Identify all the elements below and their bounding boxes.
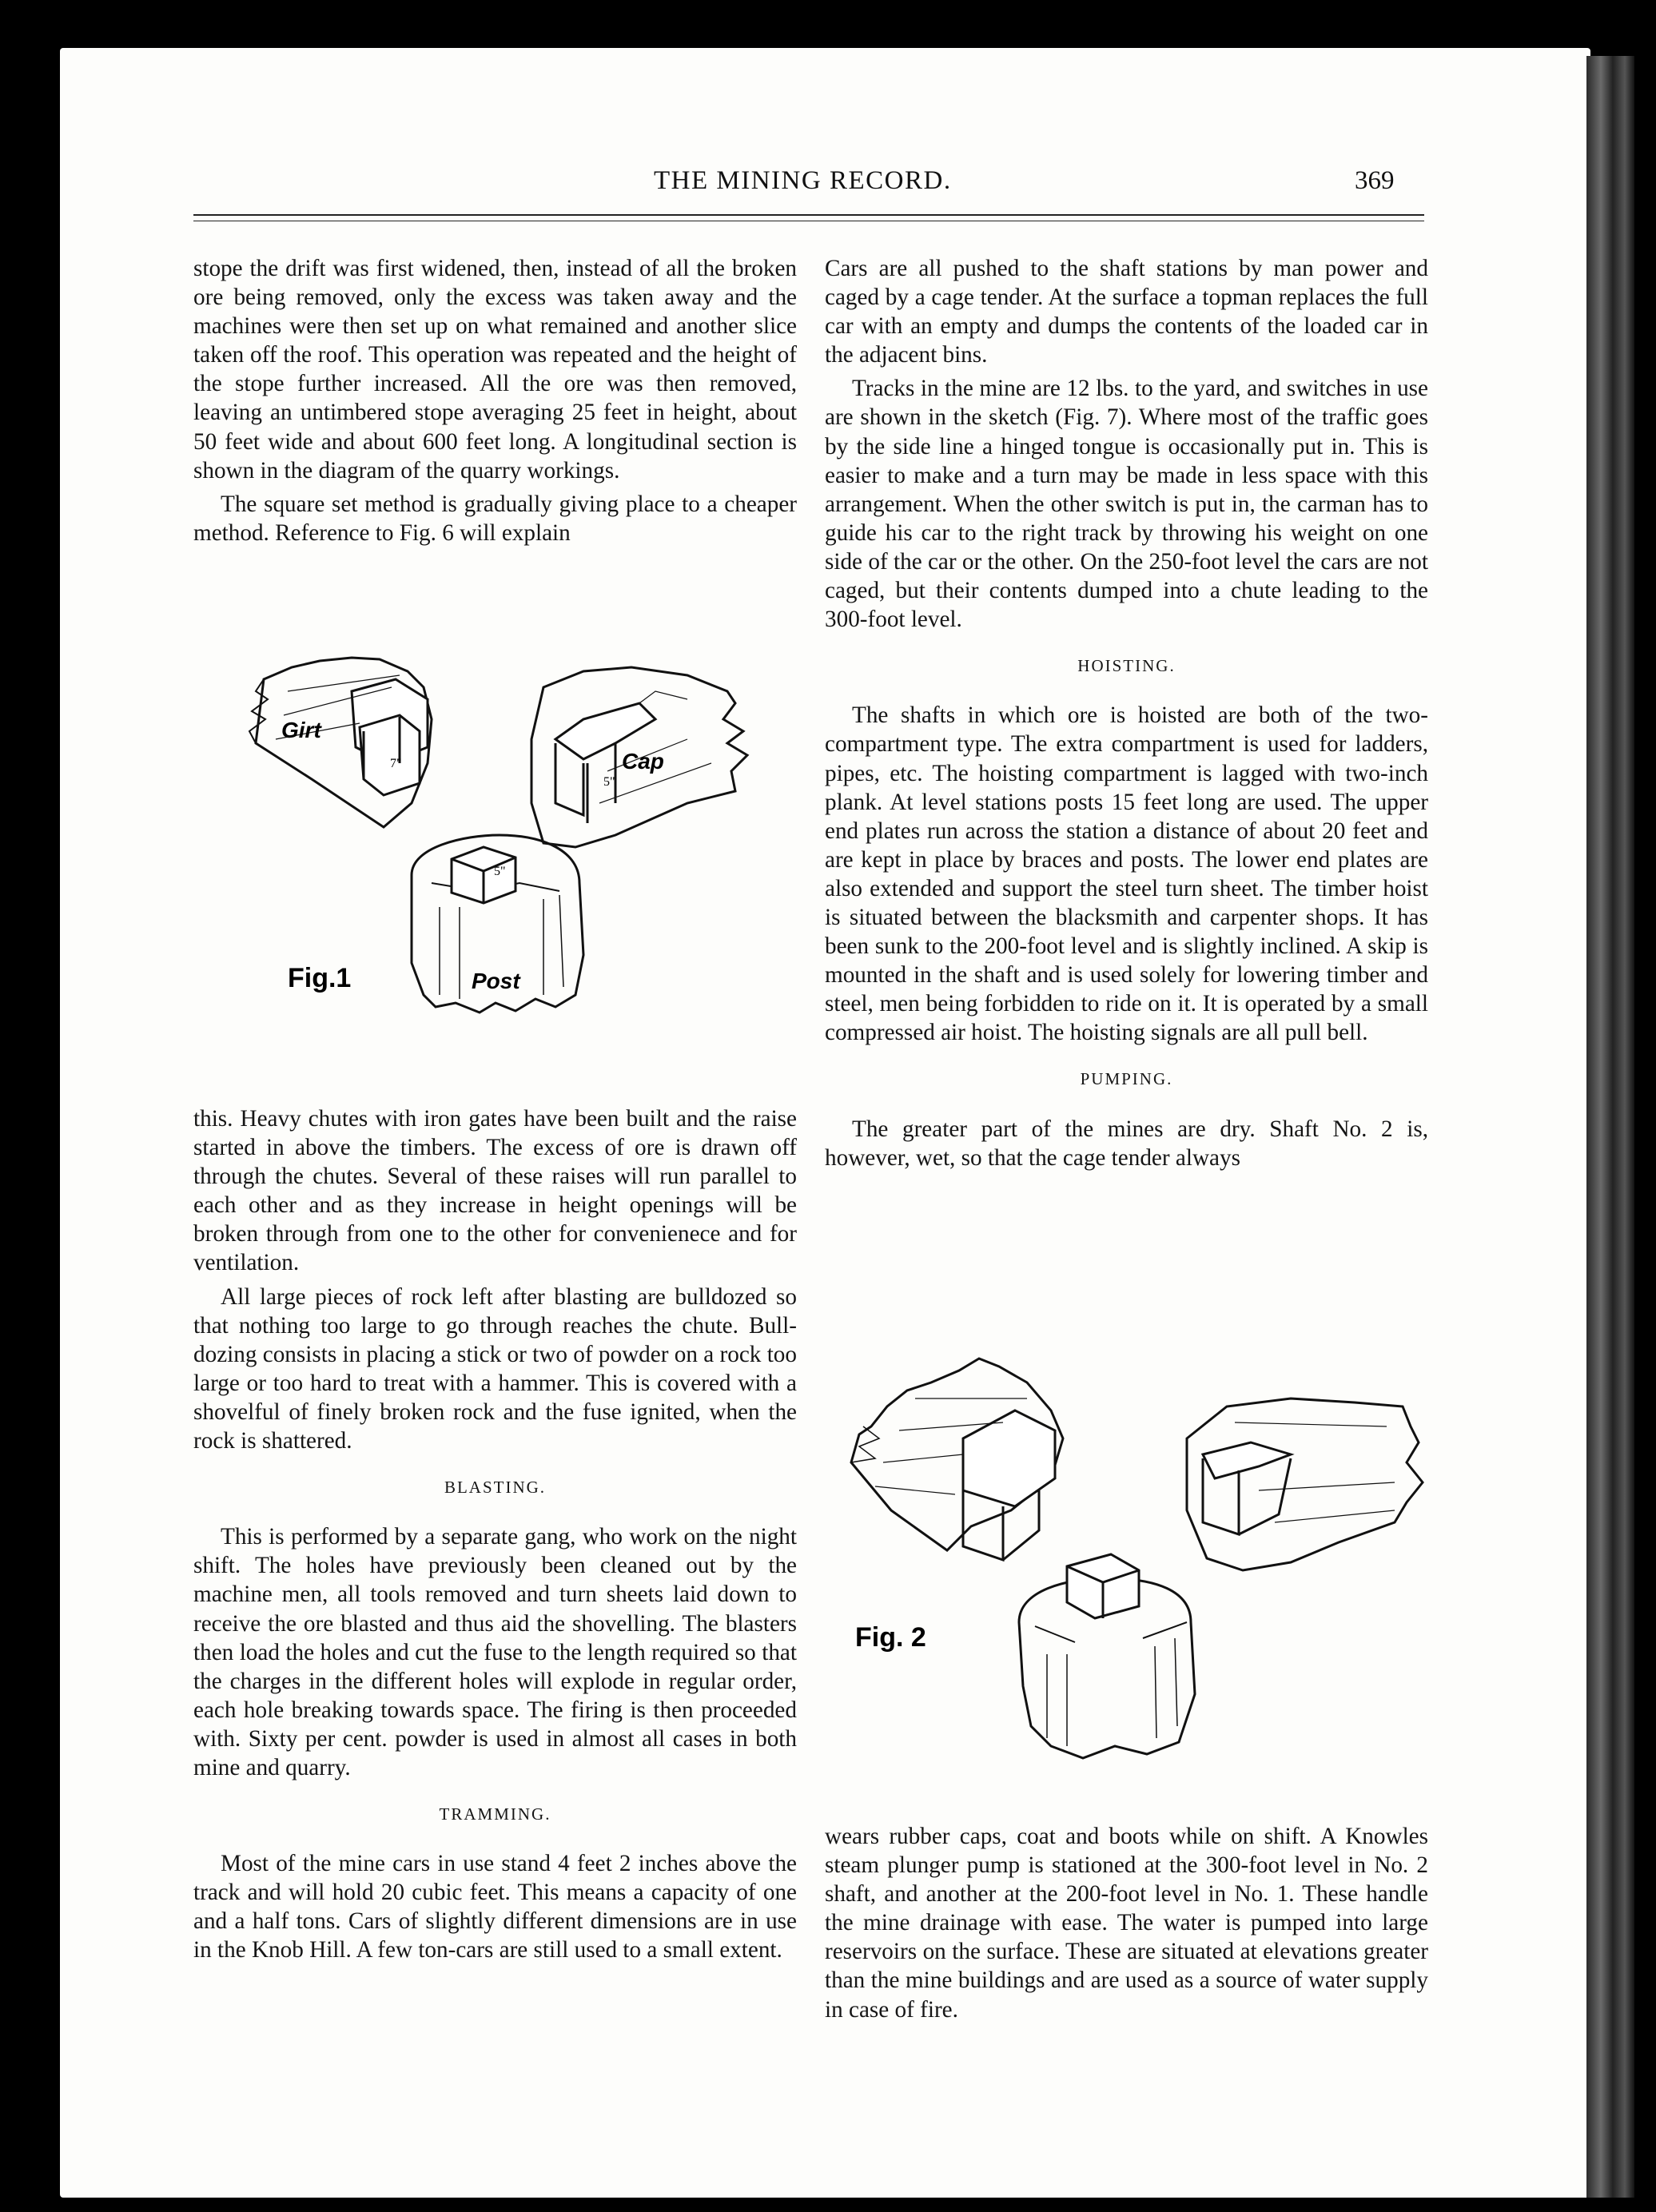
post-label: Post	[472, 969, 520, 993]
paragraph: The shafts in which ore is hoisted are both of the two-compartment type. The extra compartment is used for ladders, pipes, etc. The hoisting compartment is lagged with two-inch plank. At level stations posts 15 feet long are used. The upper end plates run across the station a distance of about 20 feet and are kept in place by braces and posts. The lower end plates are also extended and support the steel turn sheet. The timber hoist is situated between the blacksmith and carpenter shops. It has been sunk to the 200-foot level and is slightly inclined. A skip is mounted in the shaft and is used solely for lowering timber and steel, men being forbidden to ride on it. It is operated by a small compressed air hoist. The hoisting signals are all pull bell.	[825, 702, 1428, 1046]
paragraph: this. Heavy chutes with iron gates have been built and the raise started in above the timbers. The excess of ore is drawn off through the chutes. Several of these raises will run parallel to each other and as they increase in height openings will be broken through from one to the other for convenienece and for ventilation.	[193, 1106, 797, 1276]
cap-label: Cap	[622, 749, 664, 774]
figure-1	[240, 643, 759, 1075]
figure-1-caption: Fig.1	[288, 963, 352, 993]
journal-title: THE MINING RECORD.	[654, 166, 952, 195]
paragraph: Most of the mine cars in use stand 4 feet 2 inches above the track and will hold 20 cubic feet. This means a capacity of one and a half tons. Cars of slightly different dimensions are in use in the Knob Hill. A few ton-cars are still used to a small extent.	[193, 1851, 797, 1963]
page-number: 369	[1355, 166, 1395, 195]
running-header	[0, 166, 1656, 211]
section-heading-pumping: PUMPING.	[1080, 1069, 1173, 1089]
paragraph: wears rubber caps, coat and boots while on shift. A Knowles steam plunger pump is stationed at the 300-foot level in No. 2 shaft, and another at the 200-foot level in No. 1. These handle the mine drainage with ease. The water is pumped into large reservoirs on the surface. These are situated at elevations greater than the mine buildings and are used as a source of water supply in case of fire.	[825, 1824, 1428, 2023]
paragraph: All large pieces of rock left after blasting are bulldozed so that nothing too large to go through reaches the chute. Bull-dozing consists in placing a stick or two of powder on a rock too large or too hard to treat with a hammer. This is covered with a shovelful of finely broken rock and the fuse ignited, when the rock is shattered.	[193, 1283, 797, 1454]
section-heading-tramming: TRAMMING.	[439, 1804, 551, 1824]
paragraph: stope the drift was first widened, then, instead of all the broken ore being removed, only the excess was taken away and the machines were then set up on what remained and another slice taken off the roof. This operation was repeated and the height of the stope further increased. All the ore was then removed, leaving an untimbered stope averaging 25 feet in height, about 50 feet wide and about 600 feet long. A longitudinal section is shown in the diagram of the quarry workings.	[193, 256, 797, 483]
scan-border-left	[0, 0, 64, 2212]
paragraph: Tracks in the mine are 12 lbs. to the yard, and switches in use are shown in the sketch (Fig. 7). Where most of the traffic goes by the side line a hinged tongue is occasionally put in. This is easier to make and a turn may be made in less space with this arrangement. When the other switch is put in, the carman has to guide his car to the right track by throwing his weight on one side of the car or the other. On the 250-foot level the cars are not caged, but their contents dumped into a chute leading to the 300-foot level.	[825, 376, 1428, 633]
paragraph: The square set method is gradually giving place to a cheaper method. Reference to Fig. 6 will explain	[193, 491, 797, 546]
cap-dimension: 5"	[603, 775, 615, 789]
paragraph: This is performed by a separate gang, who work on the night shift. The holes have previously been cleaned out by the machine men, all tools removed and turn sheets laid down to receive the ore blasted and thus aid the shovelling. The blasters then load the holes and cut the fuse to the length required so that the charges in the different holes will explode in regular order, each hole breaking towards space. The firing is then proceeded with. Sixty per cent. powder is used in almost all cases in both mine and quarry.	[193, 1524, 797, 1780]
girt-label: Girt	[281, 718, 321, 742]
right-column-bottom	[825, 1822, 1428, 2024]
paragraph: The greater part of the mines are dry. Shaft No. 2 is, however, wet, so that the cage tender always	[825, 1116, 1428, 1171]
page-binding-edge	[1586, 56, 1634, 2198]
figure-1-drawing	[240, 643, 759, 1075]
section-heading-blasting: BLASTING.	[444, 1478, 547, 1498]
figure-2	[843, 1351, 1435, 1786]
figure-2-caption: Fig. 2	[855, 1622, 926, 1653]
section-heading-hoisting: HOISTING.	[1077, 656, 1176, 676]
girt-dimension: 7"	[390, 757, 402, 770]
header-rule	[193, 214, 1424, 216]
paragraph: Cars are all pushed to the shaft stations by man power and caged by a cage tender. At the surface a topman replaces the full car with an empty and dumps the contents of the loaded car in the adjacent bins.	[825, 256, 1428, 368]
right-column-top	[825, 254, 1428, 1172]
post-dimension: 5"	[494, 865, 506, 878]
left-column-top	[193, 254, 797, 547]
left-column-bottom	[193, 1104, 797, 1965]
figure-2-drawing	[843, 1351, 1435, 1786]
